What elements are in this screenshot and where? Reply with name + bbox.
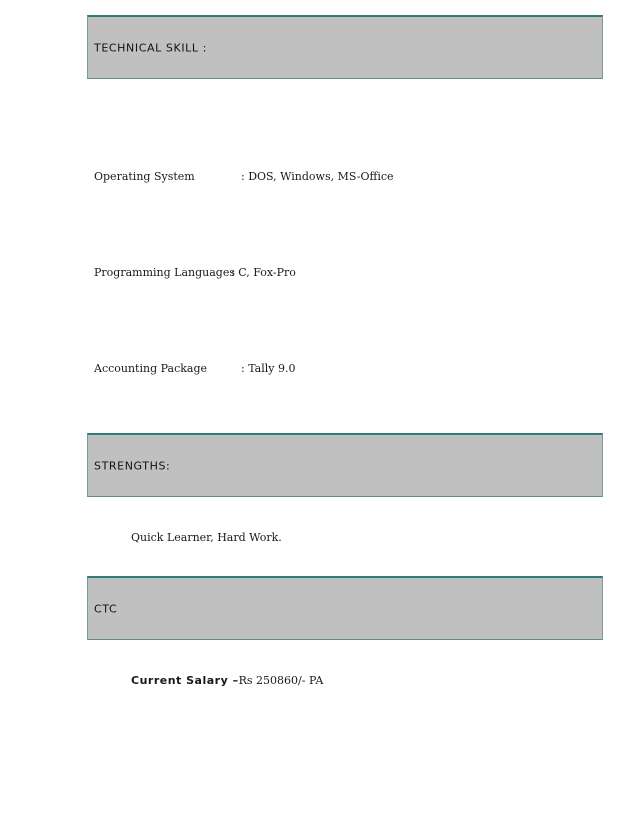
ctc-title: CTC [94, 602, 118, 615]
skill-value-programming-languages: : C, Fox-Pro [231, 266, 296, 279]
skill-value-accounting-package: : Tally 9.0 [241, 362, 296, 375]
current-salary-value: Rs 250860/- PA [238, 674, 324, 687]
skill-label-operating-system: Operating System [94, 170, 195, 183]
strengths-text: Quick Learner, Hard Work. [131, 531, 282, 544]
skill-value-operating-system: : DOS, Windows, MS-Office [241, 170, 394, 183]
current-salary-label: Current Salary – [131, 674, 239, 687]
skill-label-accounting-package: Accounting Package [94, 362, 208, 375]
skill-label-programming-languages: Programming Languages [94, 266, 235, 279]
strengths-section-header [87, 433, 603, 497]
ctc-section-header [87, 576, 603, 640]
current-salary-line [131, 674, 323, 687]
technical-skill-title: TECHNICAL SKILL : [94, 41, 208, 54]
strengths-title: STRENGTHS: [94, 459, 171, 472]
technical-skill-section-header [87, 15, 603, 79]
